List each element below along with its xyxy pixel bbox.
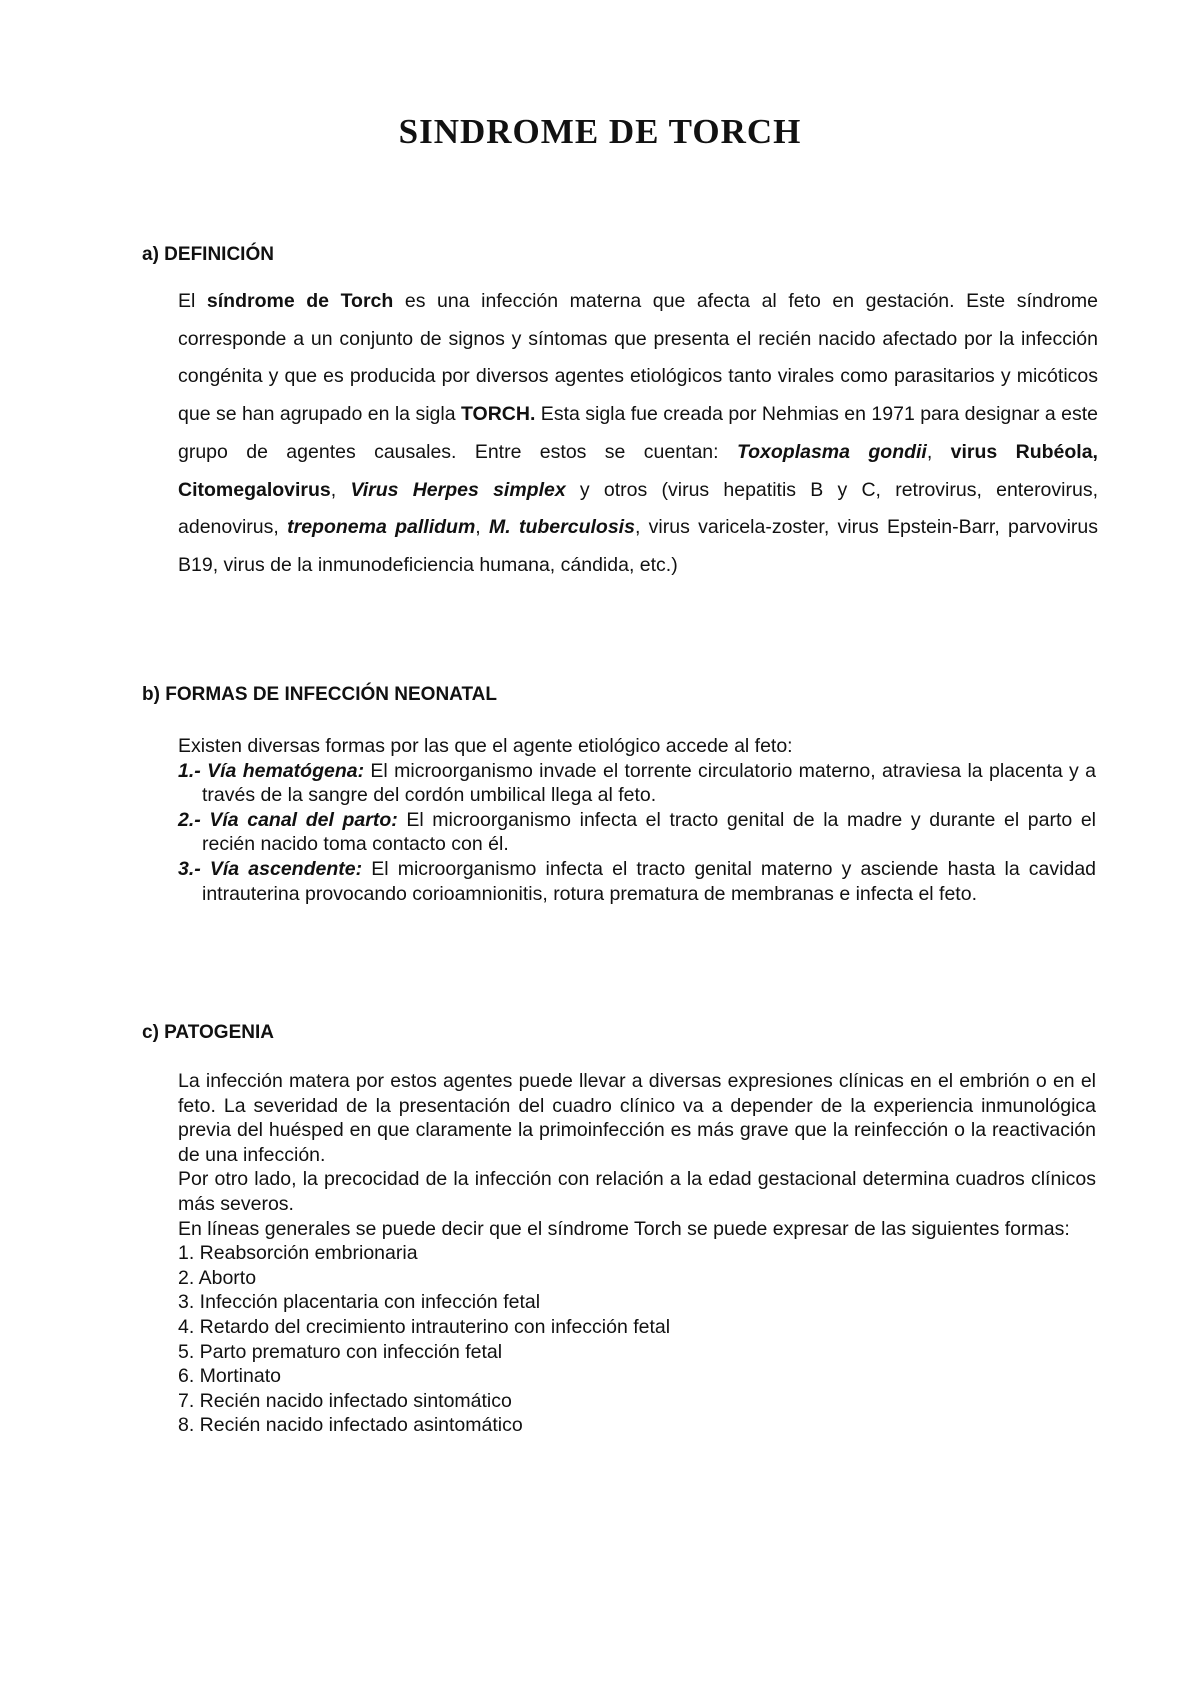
list-item [178, 857, 1096, 906]
item-lead: 1.- Vía hematógena: [178, 759, 365, 782]
list-item: 4. Retardo del crecimiento intrauterino con infección fetal [178, 1315, 671, 1338]
page-title: SINDROME DE TORCH [398, 112, 802, 151]
text-run: Esta sigla fue creada por Nehmias en 1971 para designar a este grupo de agentes causales. Entre estos se cuentan: [178, 403, 1098, 463]
formas-block [178, 734, 1096, 906]
section-heading-definicion: a) DEFINICIÓN [142, 244, 274, 265]
list-item [178, 759, 1096, 808]
text-run: , [330, 478, 351, 501]
text-run: y otros (virus hepatitis B y C, retrovirus, enterovirus, adenovirus, [178, 478, 1098, 539]
list-item: 7. Recién nacido infectado sintomático [178, 1389, 512, 1412]
text-run: es una infección materna que afecta al feto en gestación. Este síndrome corresponde a un conjunto de signos y síntomas que presenta el recién nacido afectado por la infección congénita y que es producida por diversos agentes etiológicos tanto virales como parasitarios y micóticos que se han agrupado en la sigla [178, 290, 1098, 426]
definition-paragraph [178, 283, 1098, 585]
list-item: 3. Infección placentaria con infección fetal [178, 1291, 541, 1314]
patogenia-block [178, 1069, 1096, 1438]
bold-term: TORCH. [460, 403, 536, 426]
list-item: 2. Aborto [178, 1266, 257, 1289]
list-item: 8. Recién nacido infectado asintomático [178, 1414, 523, 1437]
bold-italic-term: Toxoplasma gondii [736, 440, 927, 463]
bold-italic-term: M. tuberculosis [489, 516, 635, 539]
text-run: , [926, 440, 951, 463]
list-item: 5. Parto prematuro con infección fetal [178, 1340, 503, 1363]
item-lead: 2.- Vía canal del parto: [178, 808, 398, 831]
list-item [178, 808, 1096, 857]
item-text: El microorganismo infecta el tracto genital materno y asciende hasta la cavidad intrauterina provocando corioamnionitis, rotura prematura de membranas e infecta el feto. [202, 857, 1097, 905]
bold-italic-term: Virus Herpes simplex [350, 478, 566, 501]
bold-italic-term: treponema pallidum [287, 516, 476, 539]
text-run: , virus varicela-zoster, virus Epstein-Barr, parvovirus B19, virus de la inmunodeficiencia humana, cándida, etc.) [178, 516, 1098, 576]
section-heading-patogenia: c) PATOGENIA [142, 1022, 274, 1043]
patogenia-paragraph: En líneas generales se puede decir que el síndrome Torch se puede expresar de las siguientes formas: [178, 1217, 1070, 1240]
formas-intro: Existen diversas formas por las que el agente etiológico accede al feto: [178, 735, 793, 757]
patogenia-paragraph: La infección matera por estos agentes puede llevar a diversas expresiones clínicas en el embrión o en el feto. La severidad de la presentación del cuadro clínico va a depender de la experiencia inmunológica previa del huésped en que claramente la primoinfección es más grave que la reinfección o la reactivación de una infección. [178, 1070, 1096, 1166]
list-item: 6. Mortinato [178, 1365, 281, 1388]
list-item: 1. Reabsorción embrionaria [178, 1242, 418, 1265]
section-heading-formas: b) FORMAS DE INFECCIÓN NEONATAL [142, 684, 497, 705]
text-run: , [475, 516, 490, 539]
bold-term: virus Rubéola, Citomegalovirus [178, 440, 1098, 501]
item-text: El microorganismo invade el torrente circulatorio materno, atraviesa la placenta y a través de la sangre del cordón umbilical llega al feto. [202, 759, 1096, 807]
patogenia-paragraph: Por otro lado, la precocidad de la infección con relación a la edad gestacional determina cuadros clínicos más severos. [178, 1168, 1096, 1215]
text-run: El [178, 290, 207, 312]
item-text: El microorganismo infecta el tracto genital de la madre y durante el parto el recién nacido toma contacto con él. [202, 808, 1096, 856]
bold-term: síndrome de Torch [206, 290, 394, 312]
item-lead: 3.- Vía ascendente: [178, 857, 363, 880]
